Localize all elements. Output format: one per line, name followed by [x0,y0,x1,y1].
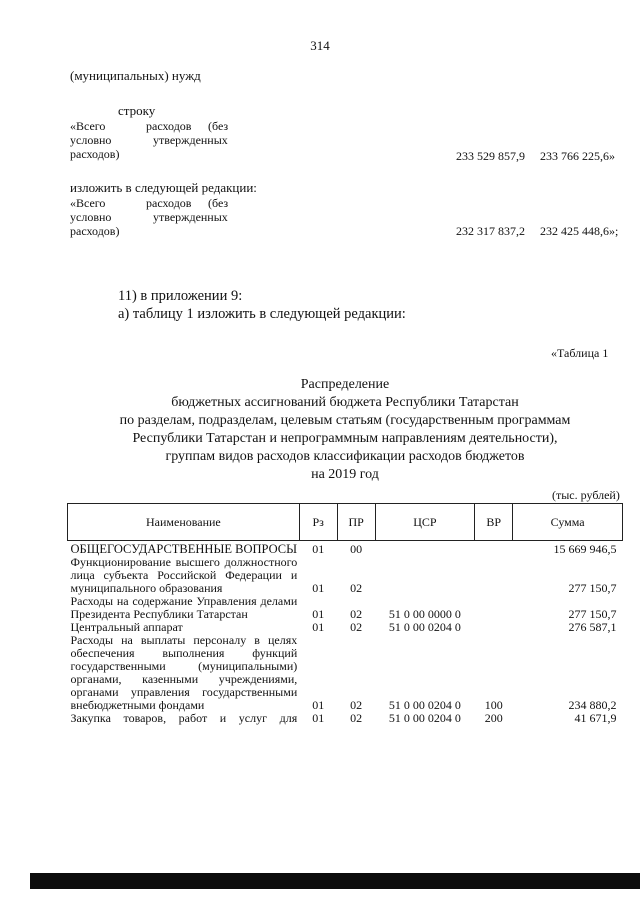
old-value-2: 233 766 225,6» [540,149,615,163]
units-note: (тыс. рублей) [552,488,620,502]
old-block-word: (без [208,119,229,133]
old-block-word: расходов) [70,147,120,161]
cell-name: Центральный аппарат [70,620,183,634]
title-line: по разделам, подразделам, целевым статьям (государственным программам [119,413,571,428]
cell-sum: 277 150,7 [568,607,617,621]
cell-vr: 100 [484,698,503,712]
title-line: бюджетных ассигнований бюджета Республики Татарстан [171,395,519,410]
title-line: на 2019 год [311,467,379,482]
cell-rz: 01 [312,607,325,621]
cell-name: Расходы на содержание Управления делами Президента Республики Татарстан [70,594,298,621]
cell-name: ОБЩЕГОСУДАРСТВЕННЫЕ ВОПРОСЫ [70,542,298,556]
column-header-rz: Рз [299,504,337,541]
new-block-word: расходов [146,196,192,210]
old-block-word: расходов [146,119,192,133]
new-block-word: (без [208,196,229,210]
cell-csr: 51 0 00 0204 0 [388,698,461,712]
cell-pr: 00 [350,542,363,556]
subitem-a: а) таблицу 1 изложить в следующей редакции: [118,306,406,322]
cell-pr: 02 [350,711,363,725]
cell-rz: 01 [312,698,325,712]
top-line: (муниципальных) нужд [70,68,201,83]
cell-rz: 01 [312,620,325,634]
cell-vr [475,556,513,595]
column-header-sum: Сумма [513,504,623,541]
new-block-word: «Всего [70,196,106,210]
cell-sum: 15 669 946,5 [553,542,617,556]
cell-name: Функционирование высшего должностного лица субъекта Российской Федерации и муниципального образования [70,555,298,595]
cell-rz: 01 [312,542,325,556]
table-title [0,376,640,484]
table-row [68,541,623,557]
new-value-2: 232 425 448,6»; [540,224,619,238]
title-line: Распределение [300,377,390,392]
cell-pr: 02 [350,698,363,712]
cell-rz: 01 [312,581,325,595]
cell-csr: 51 0 00 0000 0 [388,607,461,621]
table-row [68,556,623,595]
cell-sum: 276 587,1 [568,620,617,634]
table-row [68,595,623,621]
new-value-1: 232 317 837,2 [456,224,525,238]
cell-pr: 02 [350,620,363,634]
cell-sum: 41 671,9 [574,711,617,725]
new-block-word: утвержденных [153,210,228,224]
scan-edge-bar [30,873,640,889]
cell-vr [475,595,513,621]
cell-vr [475,621,513,634]
cell-sum: 277 150,7 [568,581,617,595]
column-header-name: Наименование [68,504,300,541]
item-11: 11) в приложении 9: [118,288,243,304]
cell-pr: 02 [350,607,363,621]
new-block-label: изложить в следующей редакции: [70,180,257,195]
old-value-1: 233 529 857,9 [456,149,525,163]
cell-vr [475,541,513,557]
cell-vr: 200 [484,711,503,725]
old-block-word: «Всего [70,119,106,133]
cell-csr [375,541,475,557]
title-line: группам видов расходов классификации расходов бюджетов [165,449,525,464]
column-header-vr: ВР [475,504,513,541]
new-block-word: расходов) [70,224,120,238]
budget-table [67,503,623,725]
cell-pr: 02 [350,581,363,595]
title-line: Республики Татарстан и непрограммным направлениям деятельности), [132,431,558,446]
old-block-word: утвержденных [153,133,228,147]
column-header-pr: ПР [337,504,375,541]
old-block-label: строку [118,103,156,118]
page-number: 314 [310,38,330,53]
column-header-csr: ЦСР [375,504,475,541]
table-label: «Таблица 1 [551,346,609,360]
table-header-row [68,504,623,541]
table-row [68,634,623,712]
cell-csr [375,556,475,595]
cell-csr: 51 0 00 0204 0 [388,711,461,725]
cell-sum: 234 880,2 [568,698,617,712]
new-block-word: условно [70,210,112,224]
table-row [68,712,623,725]
old-block-word: условно [70,133,112,147]
cell-rz: 01 [312,711,325,725]
cell-name: Расходы на выплаты персоналу в целях обеспечения выполнения функций государственными (муниципальными) органами, казенными учреждениями, органами управления государственными внебюджетными фондами [70,633,298,712]
cell-csr: 51 0 00 0204 0 [388,620,461,634]
cell-name: Закупка товаров, работ и услуг для [70,711,298,725]
